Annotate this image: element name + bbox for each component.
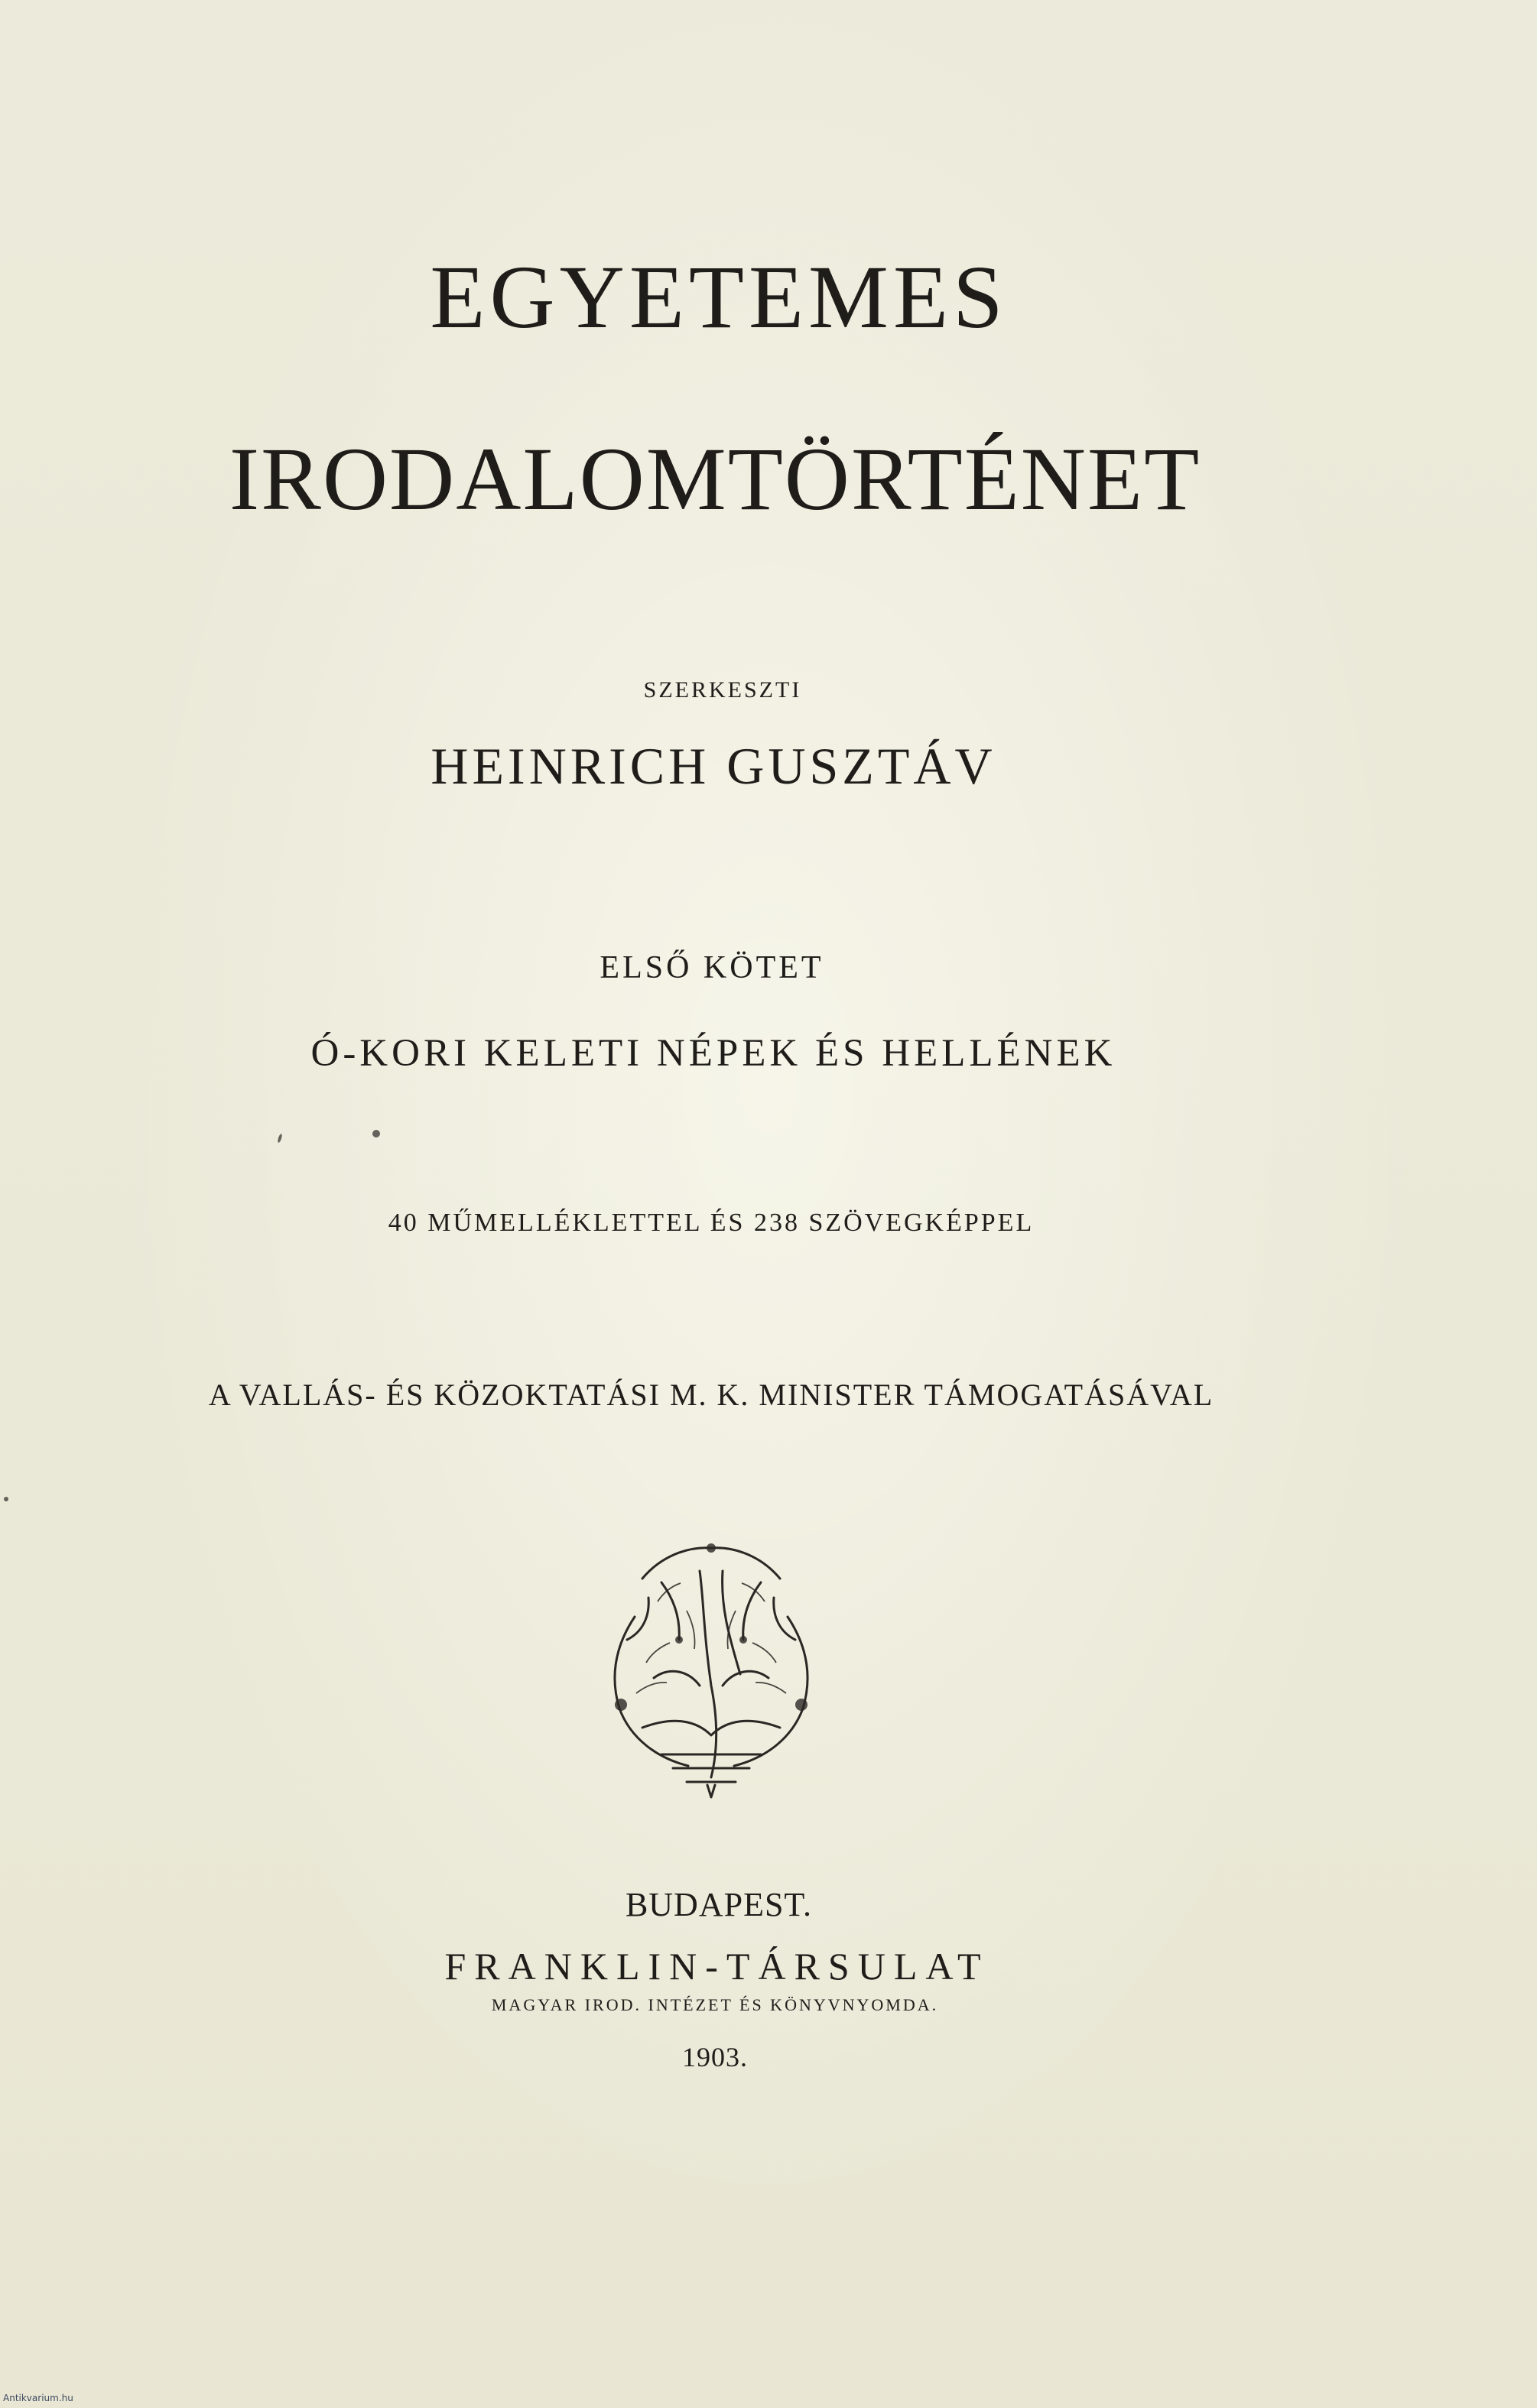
- editor-label: SZERKESZTI: [643, 677, 802, 703]
- watermark-text: Antikvarium.hu: [3, 2393, 73, 2403]
- volume-subtitle: Ó-KORI KELETI NÉPEK ÉS HELLÉNEK: [310, 1032, 1116, 1075]
- publisher-monogram-emblem-icon: [589, 1525, 833, 1808]
- printer-note: MAGYAR IROD. INTÉZET ÉS KÖNYVNYOMDA.: [491, 1995, 939, 2014]
- publisher-name: FRANKLIN-TÁRSULAT: [444, 1945, 989, 1988]
- sponsor-note: A VALLÁS- ÉS KÖZOKTATÁSI M. K. MINISTER TÁMOGATÁSÁVAL: [208, 1378, 1214, 1412]
- volume-label: ELSŐ KÖTET: [600, 950, 824, 985]
- publication-year: 1903.: [682, 2042, 748, 2072]
- editor-name: HEINRICH GUSZTÁV: [431, 737, 996, 795]
- title-line-1: EGYETEMES: [430, 247, 1008, 347]
- illustration-note: 40 MŰMELLÉKLETTEL ÉS 238 SZÖVEGKÉPPEL: [388, 1209, 1035, 1237]
- title-line-2: IRODALOMTÖRTÉNET: [229, 429, 1201, 529]
- publication-place: BUDAPEST.: [625, 1886, 813, 1923]
